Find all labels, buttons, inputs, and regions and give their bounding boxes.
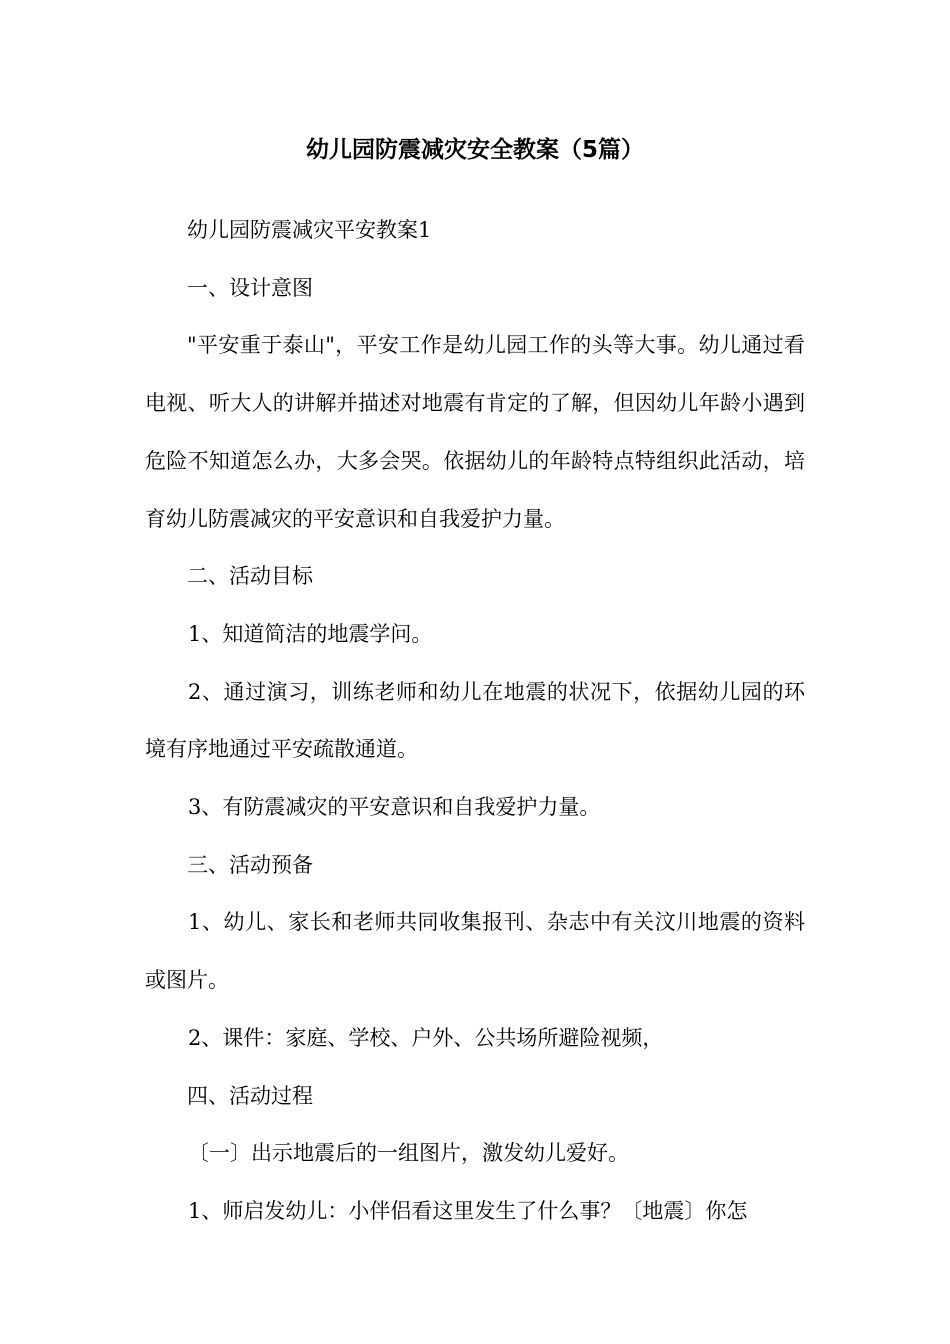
document-body bbox=[145, 202, 805, 1241]
section-heading-activity-goals: 二、活动目标 bbox=[187, 564, 313, 589]
paragraph-design-intent: "平安重于泰山"，平安工作是幼儿园工作的头等大事。幼儿通过看电视、听大人的讲解并描述对地震有肯定的了解，但因幼儿年龄小遇到危险不知道怎么办，大多会哭。依据幼儿的年龄特点特组织此活动，培育幼儿防震减灾的平安意识和自我爱护力量。 bbox=[145, 333, 805, 531]
document-title: 幼儿园防震减灾安全教案（5篇） bbox=[305, 137, 644, 163]
prep-item-1: 1、幼儿、家长和老师共同收集报刊、杂志中有关汶川地震的资料或图片。 bbox=[145, 910, 805, 993]
prep-item-2: 2、课件：家庭、学校、户外、公共场所避险视频， bbox=[188, 1025, 664, 1050]
section-heading-design-intent: 一、设计意图 bbox=[187, 275, 313, 300]
process-substep-1: 1、师启发幼儿：小伴侣看这里发生了什么事？〔地震〕你怎 bbox=[188, 1198, 748, 1223]
section-heading-activity-process: 四、活动过程 bbox=[187, 1083, 313, 1108]
goal-item-3: 3、有防震减灾的平安意识和自我爱护力量。 bbox=[188, 795, 601, 820]
goal-item-2: 2、通过演习，训练老师和幼儿在地震的状况下，依据幼儿园的环境有序地通过平安疏散通道。 bbox=[145, 679, 805, 762]
section-heading-lesson-1: 幼儿园防震减灾平安教案1 bbox=[187, 218, 432, 242]
goal-item-1: 1、知道简洁的地震学问。 bbox=[188, 621, 433, 646]
process-step-1: 〔一〕出示地震后的一组图片，激发幼儿爱好。 bbox=[188, 1141, 630, 1166]
section-heading-activity-prep: 三、活动预备 bbox=[187, 852, 313, 877]
